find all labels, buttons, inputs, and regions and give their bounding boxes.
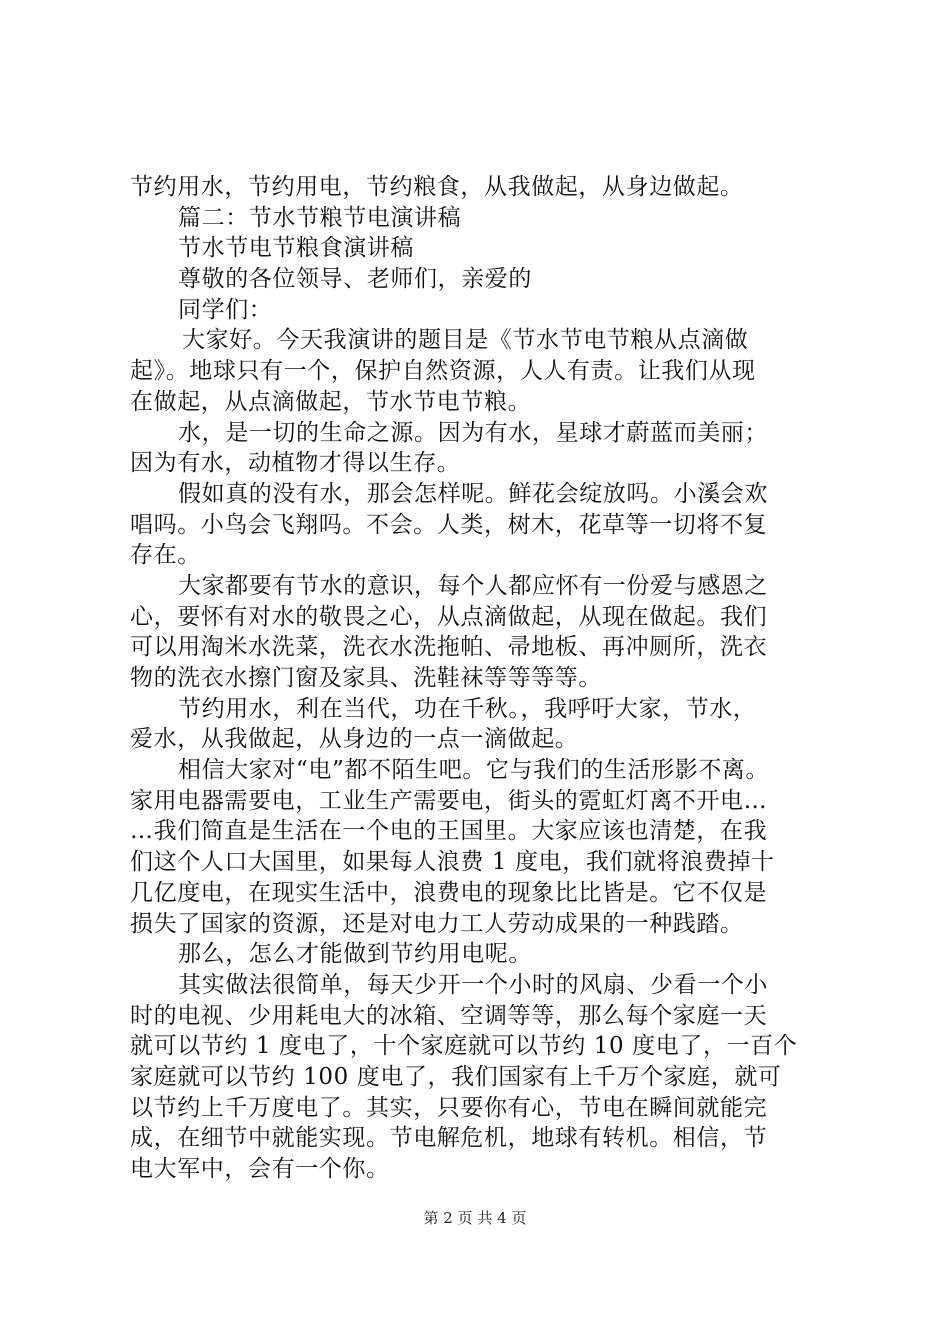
text-line: 就可以节约 1 度电了，十个家庭就可以节约 10 度电了，一百个 — [130, 1033, 798, 1060]
text-line: 大家都要有节水的意识，每个人都应怀有一份爱与感恩之 — [178, 572, 768, 599]
text-line: 大家好。今天我演讲的题目是《节水节电节粮从点滴做 — [182, 327, 749, 354]
text-line: 物的洗衣水擦门窗及家具、洗鞋袜等等等等。 — [130, 665, 602, 691]
text-line: 可以用淘米水洗菜，洗衣水洗拖帕、帚地板、再冲厕所，洗衣 — [130, 634, 768, 661]
text-line: 几亿度电，在现实生活中，浪费电的现象比比皆是。它不仅是 — [130, 879, 768, 906]
text-line: 节约用水，节约用电，节约粮食，从我做起，从身边做起。 — [130, 174, 744, 200]
text-line: 在做起，从点滴做起，节水节电节粮。 — [130, 388, 532, 415]
document-body — [130, 172, 836, 1185]
text-line: 节约用水，利在当代，功在千秋。，我呼吁大家，节水， — [178, 695, 757, 722]
text-line: 损失了国家的资源，还是对电力工人劳动成果的一种践踏。 — [130, 910, 744, 937]
text-line: 心，要怀有对水的敬畏之心，从点滴做起，从现在做起。我们 — [130, 603, 768, 630]
salutation: 尊敬的各位领导、老师们，亲爱的 — [178, 266, 532, 293]
text-line: 成，在细节中就能实现。节电解危机，地球有转机。相信，节 — [130, 1125, 768, 1152]
page-number-footer: 第 2 页 共 4 页 — [423, 1209, 527, 1227]
text-line: 唱吗。小鸟会飞翔吗。不会。人类，树木，花草等一切将不复 — [130, 511, 768, 538]
text-line: 电大军中，会有一个你。 — [130, 1156, 390, 1182]
text-line: …我们简直是生活在一个电的王国里。大家应该也清楚，在我 — [130, 818, 768, 845]
text-line: 起》。地球只有一个，保护自然资源，人人有责。让我们从现 — [130, 358, 756, 385]
text-line: 水，是一切的生命之源。因为有水，星球才蔚蓝而美丽； — [178, 419, 768, 446]
text-line: 假如真的没有水，那会怎样呢。鲜花会绽放吗。小溪会欢 — [178, 480, 768, 507]
text-line: 相信大家对“电”都不陌生吧。它与我们的生活形影不离。 — [178, 757, 770, 784]
text-line: 存在。 — [130, 542, 201, 569]
text-line: 时的电视、少用耗电大的冰箱、空调等等，那么每个家庭一天 — [130, 1002, 768, 1029]
speech-title: 节水节电节粮食演讲稿 — [178, 235, 414, 262]
salutation: 同学们： — [178, 296, 273, 323]
text-line: 因为有水，动植物才得以生存。 — [130, 450, 461, 477]
text-line: 家庭就可以节约 100 度电了，我们国家有上千万个家庭，就可 — [130, 1063, 782, 1090]
section-heading: 篇二：节水节粮节电演讲稿 — [178, 204, 462, 231]
text-line: 家用电器需要电，工业生产需要电，街头的霓虹灯离不开电… — [130, 787, 768, 814]
text-line: 以节约上千万度电了。其实，只要你有心，节电在瞬间就能完 — [130, 1094, 768, 1121]
text-line: 们这个人口大国里，如果每人浪费 1 度电，我们就将浪费掉十 — [130, 849, 775, 876]
text-line: 那么，怎么才能做到节约用电呢。 — [178, 941, 532, 968]
text-line: 其实做法很简单，每天少开一个小时的风扇、少看一个小 — [178, 971, 768, 998]
text-line: 爱水，从我做起，从身边的一点一滴做起。 — [130, 726, 579, 753]
